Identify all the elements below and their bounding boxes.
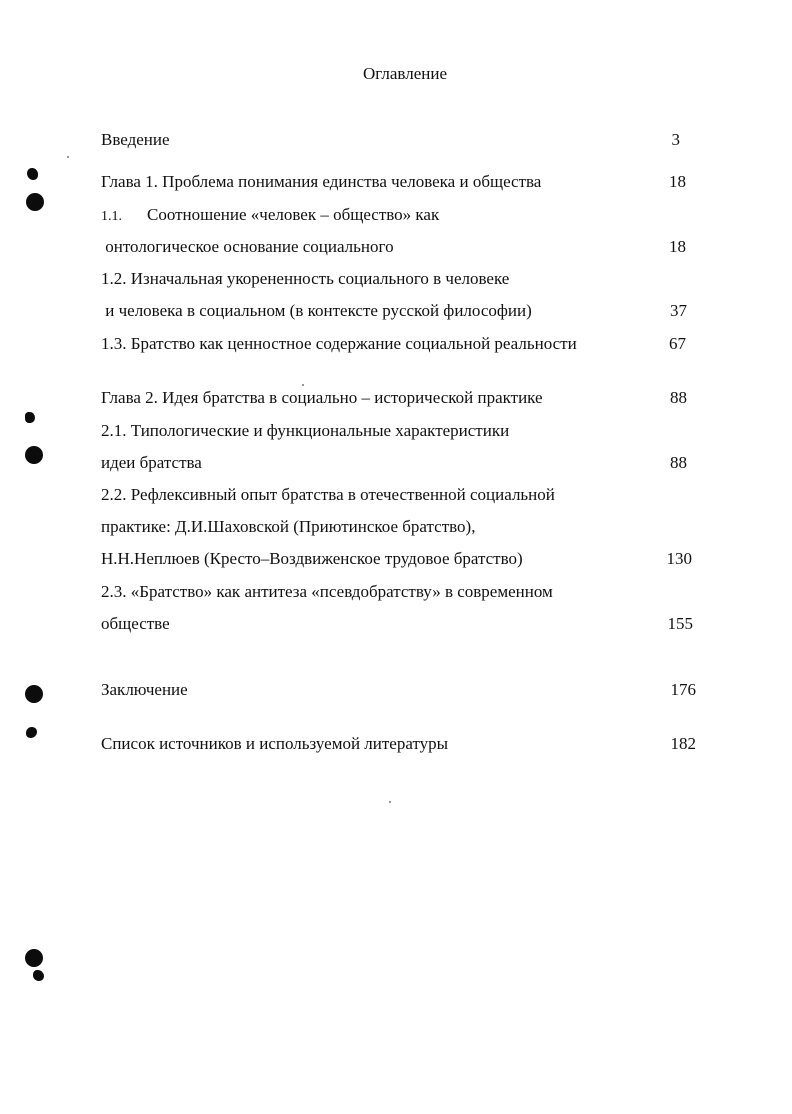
toc-entry-conclusion: Заключение <box>101 680 188 699</box>
toc-entry-1-1-line2: онтологическое основание социального <box>101 237 394 256</box>
punch-hole-mark <box>33 970 44 981</box>
toc-entry-1-2-line2: и человека в социальном (в контексте русской философии) <box>101 301 532 320</box>
toc-entry-2-3-line1: 2.3. «Братство» как антитеза «псевдобратству» в современном <box>101 582 553 601</box>
scan-speck <box>67 156 69 158</box>
scan-speck <box>302 384 304 386</box>
toc-entry-1-1-line1: Соотношение «человек – общество» как <box>147 205 440 224</box>
punch-hole-mark <box>25 412 35 423</box>
toc-entry-intro: Введение <box>101 130 170 149</box>
toc-page-chapter-2: 88 <box>670 388 687 407</box>
toc-page-2-2: 130 <box>666 549 692 568</box>
toc-page-conclusion: 176 <box>670 680 696 699</box>
punch-hole-mark <box>25 949 43 967</box>
punch-hole-mark <box>27 168 38 180</box>
toc-entry-chapter-1: Глава 1. Проблема понимания единства человека и общества <box>101 172 542 191</box>
toc-page-references: 182 <box>670 734 696 753</box>
toc-page-2-1: 88 <box>670 453 687 472</box>
toc-entry-references: Список источников и используемой литературы <box>101 734 449 753</box>
toc-entry-2-1-line1: 2.1. Типологические и функциональные характеристики <box>101 421 510 440</box>
scan-speck <box>389 801 391 803</box>
toc-page-2-3: 155 <box>667 614 693 633</box>
toc-entry-1-3: 1.3. Братство как ценностное содержание социальной реальности <box>101 334 577 353</box>
toc-page-intro: 3 <box>671 130 680 149</box>
punch-hole-mark <box>25 685 43 703</box>
toc-entry-2-2-line2: практике: Д.И.Шаховской (Приютинское братство), <box>101 517 476 536</box>
toc-number-1-1: 1.1. <box>101 209 122 224</box>
page-title: Оглавление <box>363 64 447 83</box>
toc-page-chapter-1: 18 <box>669 172 686 191</box>
punch-hole-mark <box>26 193 44 211</box>
toc-entry-2-1-line2: идеи братства <box>101 453 202 472</box>
toc-entry-2-2-line1: 2.2. Рефлексивный опыт братства в отечественной социальной <box>101 485 555 504</box>
punch-hole-mark <box>25 446 43 464</box>
toc-entry-chapter-2: Глава 2. Идея братства в социально – исторической практике <box>101 388 543 407</box>
toc-entry-1-1 <box>101 204 439 228</box>
toc-page-1-1: 18 <box>669 237 686 256</box>
punch-hole-mark <box>26 727 37 738</box>
toc-entry-2-3-line2: обществе <box>101 614 170 633</box>
toc-entry-1-2-line1: 1.2. Изначальная укорененность социального в человеке <box>101 269 510 288</box>
toc-page-1-2: 37 <box>670 301 687 320</box>
toc-entry-2-2-line3: Н.Н.Неплюев (Кресто–Воздвиженское трудовое братство) <box>101 549 523 568</box>
toc-page-1-3: 67 <box>669 334 686 353</box>
